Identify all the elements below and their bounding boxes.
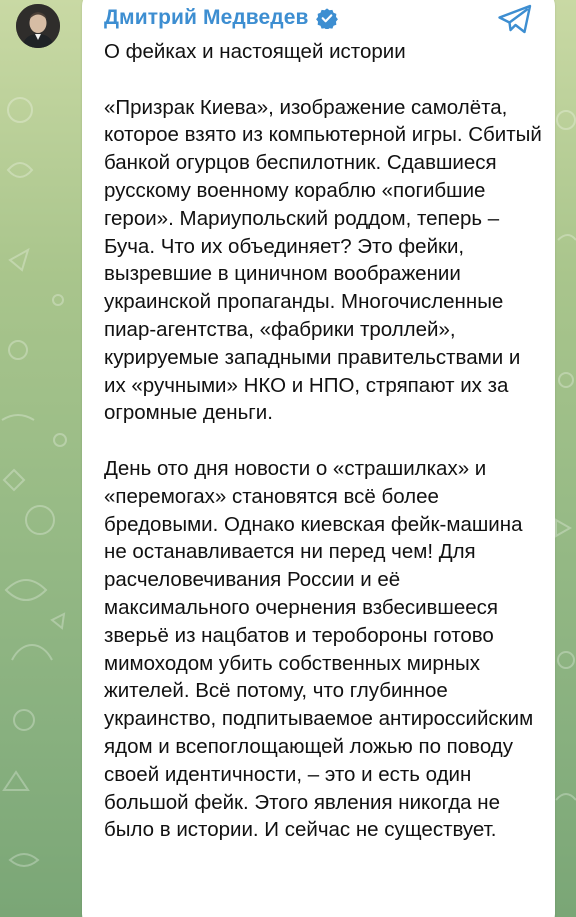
channel-avatar[interactable] <box>16 4 60 48</box>
message-header <box>104 3 338 33</box>
message-text <box>104 38 544 872</box>
sender-name[interactable]: Дмитрий Медведев <box>104 6 309 29</box>
post-paragraph-1: «Призрак Киева», изображение самолёта, которое взято из компьютерной игры. Сбитый банкой огурцов беспилотник. Сдавшиеся русскому военному кораблю «погибшие герои». Мариупольский роддом, теперь – Буча. Что их объединяет? Это фейки, вызревшие в циничном воображении украинской пропаганды. Многочисленные пиар-агентства, «фабрики троллей», курируемые западными правительствами и их «ручными» НКО и НПО, стряпают их за огромные деньги. <box>104 95 542 425</box>
avatar-icon <box>16 4 60 48</box>
post-title: О фейках и настоящей истории <box>104 40 406 63</box>
telegram-share-icon[interactable] <box>497 4 533 34</box>
verified-badge-icon <box>316 7 338 29</box>
post-paragraph-2: День ото дня новости о «страшилках» и «перемогах» становятся всё более бредовыми. Однако киевская фейк-машина не останавливается ни перед чем! Для расчеловечивания России и её максимального очернения взбесившееся зверьё из нацбатов и теробороны готово мимоходом убить собственных мирных жителей. Всё потому, что глубинное украинство, подпитываемое антироссийским ядом и всепоглощающей ложью по поводу своей идентичности, – это и есть один большой фейк. Этого явления никогда не было в истории. И сейчас не существует. <box>104 456 534 842</box>
